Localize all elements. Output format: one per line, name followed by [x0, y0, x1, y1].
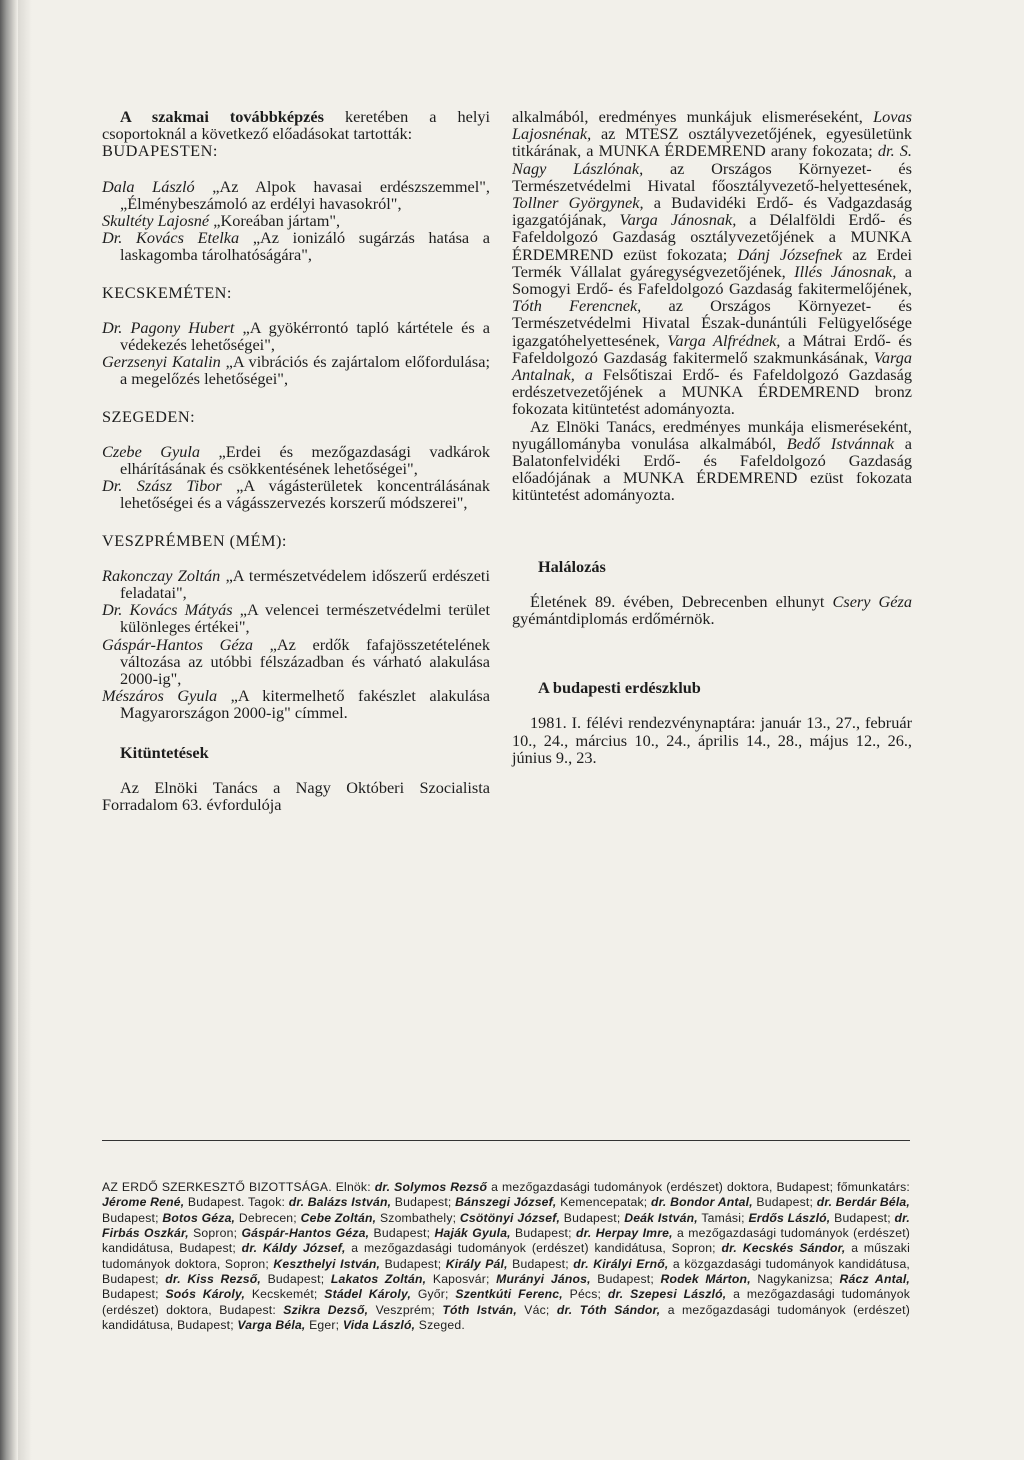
person-name: dr. S. Nagy Lászlónak,: [512, 141, 913, 178]
text-run: a Mátrai Erdő- és Fafeldolgozó Gazdaság fakitermelő szakmunkásának,: [512, 330, 912, 367]
member-name: Szentkúti Ferenc,: [455, 1287, 563, 1302]
text-run: Pécs;: [562, 1287, 608, 1302]
text-run: Kemencepatak;: [556, 1195, 651, 1210]
person-name: Bedő Istvánnak: [786, 433, 895, 453]
text-run: Eger;: [305, 1317, 343, 1332]
text-run: Budapest;: [380, 1256, 446, 1271]
member-name: Erdős László,: [748, 1210, 831, 1225]
member-name: Murányi János,: [496, 1271, 591, 1286]
text-run: Kecskemét;: [245, 1287, 325, 1302]
person-name: Varga Jánosnak,: [619, 210, 737, 230]
member-name: dr. Királyi Ernő,: [573, 1256, 669, 1271]
member-name: dr. Szepesi László,: [607, 1287, 727, 1302]
member-name: Cebe Zoltán,: [300, 1210, 377, 1225]
member-name: Gáspár-Hantos Géza,: [241, 1226, 370, 1241]
text-run: a mezőgazdasági tudományok (erdészet) doktora, Budapest; főmunkatárs:: [487, 1180, 910, 1195]
editorial-board: [102, 1180, 910, 1333]
lecture-list-veszprem: [102, 567, 490, 722]
lecture-entry: [102, 212, 490, 229]
text-run: alkalmából, eredményes munkájuk elismeréseként,: [512, 107, 874, 126]
lecture-entry: [102, 353, 490, 387]
awards-paragraph-start: Az Elnöki Tanács a Nagy Októberi Szocialista Forradalom 63. évfordulója: [102, 777, 490, 815]
member-name: Botos Géza,: [162, 1210, 236, 1225]
text-run: a mezőgazdasági tudományok (erdészet) kandidátusa, Sopron;: [345, 1241, 722, 1256]
text-run: Felsőtiszai Erdő- és Fafeldolgozó Gazdaság erdészetvezetőjének a MUNKA ÉRDEMREND bronz fokozata kitüntetést adományozta.: [512, 365, 913, 419]
lecture-title: „Az Alpok havasai erdészszemmel", „Élménybeszámoló az erdélyi havasokról",: [120, 176, 491, 213]
lecture-entry: [102, 636, 490, 688]
lecturer-name: Gerzsenyi Katalin: [102, 352, 221, 372]
awards-title: Kitüntetések: [120, 742, 209, 762]
text-run: Szeged.: [415, 1317, 465, 1332]
member-name: dr. Berdár Béla,: [816, 1195, 910, 1210]
member-name: Rácz Antal,: [839, 1271, 910, 1286]
member-name: Rodek Márton,: [660, 1271, 751, 1286]
person-name: Varga Antalnak, a: [512, 347, 912, 385]
member-name: dr. Kecskés Sándor,: [721, 1241, 846, 1256]
lecture-title: „A természetvédelem időszerű erdészeti feladatai",: [120, 565, 490, 603]
member-name: Deák István,: [624, 1210, 698, 1225]
text-run: a Somogyi Erdő- és Fafeldolgozó Gazdaság fakitermelőjének,: [512, 261, 912, 299]
text-run: a Budavidéki Erdő- és Vadgazdaság igazgatójának,: [512, 193, 912, 230]
text-run: Tamási;: [697, 1210, 749, 1225]
text-run: Budapest;: [102, 1287, 166, 1302]
lecture-title: „Az ionizáló sugárzás hatása a laskagomba tárolhatóságára",: [120, 228, 491, 265]
text-run: Vác;: [516, 1302, 557, 1317]
club-title: A budapesti erdészklub: [538, 678, 701, 698]
awards-paragraph-2: [512, 418, 912, 504]
lecture-entry: [102, 567, 490, 601]
member-name: Tóth István,: [442, 1302, 517, 1317]
member-name: dr. Tóth Sándor,: [556, 1302, 661, 1317]
text-run: Budapest;: [752, 1195, 817, 1210]
member-name: Keszthelyi István,: [273, 1256, 381, 1271]
text-run: az Erdei Termék Vállalat gyáregységvezetőjének,: [512, 244, 912, 281]
text-run: Budapest;: [369, 1226, 435, 1241]
lecturer-name: Skultéty Lajosné: [102, 211, 210, 231]
intro-paragraph: [102, 108, 490, 142]
footer-divider: [102, 1140, 910, 1141]
member-name: Király Pál,: [445, 1256, 508, 1271]
member-name: Jérome René,: [102, 1195, 185, 1210]
member-name: dr. Firbás Oszkár,: [102, 1210, 911, 1241]
text-run: a mezőgazdasági tudományok (erdészet) doktora, Budapest:: [102, 1287, 910, 1317]
person-name: Illés Jánosnak,: [794, 261, 897, 281]
lecturer-name: Dr. Kovács Mátyás: [102, 600, 233, 620]
person-name: Csery Géza: [832, 591, 913, 611]
lecture-list-budapest: [102, 178, 490, 264]
member-name: Lakatos Zoltán,: [330, 1271, 427, 1286]
intro-lead: A szakmai továbbképzés: [120, 107, 324, 126]
text-run: az Országos Környezet- és Természetvédelmi Hivatal Észak-dunántúli Felügyelősége igazgatóhelyettesének,: [512, 296, 912, 350]
member-name: Haják Gyula,: [434, 1226, 511, 1241]
member-name: dr. Balázs István,: [288, 1195, 392, 1210]
lecture-list-kecskemet: [102, 319, 490, 388]
lecturer-name: Dr. Kovács Etelka: [102, 228, 240, 248]
text-run: Nagykanizsa;: [750, 1271, 840, 1286]
text-run: Életének 89. évében, Debrecenben elhunyt: [530, 591, 833, 611]
awards-continuation: [512, 108, 912, 418]
right-column: [512, 108, 912, 766]
lecture-entry: [102, 477, 490, 511]
text-run: a mezőgazdasági tudományok (erdészet) kandidátusa, Budapest;: [102, 1226, 911, 1256]
city-heading-budapest: BUDAPESTEN:: [102, 141, 218, 161]
lecturer-name: Dr. Szász Tibor: [102, 476, 222, 496]
person-name: Varga Alfrédnek,: [667, 330, 781, 350]
lecture-entry: [102, 601, 490, 635]
text-run: Budapest. Tagok:: [184, 1195, 289, 1210]
text-run: Győr;: [411, 1287, 456, 1302]
lecturer-name: Mészáros Gyula: [102, 686, 218, 706]
text-run: Debrecen;: [235, 1210, 301, 1225]
person-name: Tóth Ferencnek,: [512, 296, 642, 316]
member-name: Szikra Dezső,: [283, 1302, 369, 1317]
person-name: Dánj Józsefnek: [737, 244, 843, 264]
lecture-entry: [102, 229, 490, 263]
lecture-title: „A vágásterületek koncentrálásának lehetőségei és a vágásszervezés korszerű módszerei",: [120, 476, 490, 513]
text-run: az Országos Környezet- és Természetvédelmi Hivatal főosztályvezető-helyettesének,: [512, 158, 912, 195]
person-name: Tollner Györgynek,: [512, 193, 644, 213]
text-run: Budapest;: [391, 1195, 456, 1210]
lecture-list-szeged: [102, 443, 490, 512]
lecturer-name: Czebe Gyula: [102, 441, 201, 461]
text-run: a Balatonfelvidéki Erdő- és Fafeldolgozó Gazdaság előadójának a MUNKA ÉRDEMREND ezüst fokozata kitüntetést adományozta.: [512, 433, 913, 505]
intro-text: keretében a helyi csoportoknál a következő előadásokat tartották:: [102, 107, 491, 144]
text-run: Budapest;: [560, 1210, 625, 1225]
member-name: Vida László,: [342, 1317, 416, 1332]
text-run: gyémántdiplomás erdőmérnök.: [512, 609, 715, 629]
text-run: a Délalföldi Erdő- és Fafeldolgozó Gazdaság osztályvezetőjének a MUNKA ÉRDEMREND ezüst fokozata;: [512, 210, 913, 264]
text-run: Veszprém;: [368, 1302, 443, 1317]
member-name: dr. Herpay Imre,: [576, 1226, 673, 1241]
city-heading-kecskemet: KECSKEMÉTEN:: [102, 282, 232, 302]
member-name: Csötönyi József,: [459, 1210, 561, 1225]
member-name: dr. Bondor Antal,: [651, 1195, 753, 1210]
member-name: Bánszegi József,: [455, 1195, 557, 1210]
member-name: Varga Béla,: [237, 1317, 306, 1332]
lecture-title: „Koreában jártam",: [209, 211, 341, 231]
club-schedule: 1981. I. félévi rendezvénynaptára: január 13., 27., február 10., 24., március 10., 24., április 14., 28., május 12., 26., június 9., 23.: [512, 713, 912, 767]
text-run: az MTESZ osztályvezetőjének, egyesületünk titkárának, a MUNKA ÉRDEMREND arany fokozata;: [512, 124, 912, 161]
page-binding-edge: [0, 0, 18, 1460]
lecture-entry: [102, 443, 490, 477]
lecture-title: „Erdei és mezőgazdasági vadkárok elhárításának és csökkentésének lehetőségei",: [120, 441, 490, 479]
text-run: Budapest;: [102, 1210, 163, 1225]
text-run: a közgazdasági tudományok kandidátusa, Budapest;: [102, 1256, 911, 1286]
member-name: dr. Solymos Rezső: [374, 1180, 488, 1195]
person-name: Lovas Lajosnénak,: [512, 107, 912, 144]
lecture-title: „A velencei természetvédelmi terület különleges értékei",: [120, 600, 491, 637]
text-run: Budapest;: [510, 1226, 577, 1241]
left-column: [102, 108, 490, 813]
death-title: Halálozás: [538, 556, 606, 576]
lecture-entry: [102, 319, 490, 353]
lecture-title: „A kitermelhető fakészlet alakulása Magyarországon 2000-ig" címmel.: [120, 686, 490, 723]
text-run: Szombathely;: [376, 1210, 460, 1225]
lecturer-name: Dala László: [102, 176, 195, 196]
lecturer-name: Gáspár-Hantos Géza: [102, 634, 254, 654]
text-run: Budapest;: [830, 1210, 895, 1225]
member-name: Soós Károly,: [165, 1287, 246, 1302]
city-heading-veszprem: VESZPRÉMBEN (MÉM):: [102, 530, 287, 550]
lecturer-name: Dr. Pagony Hubert: [102, 317, 235, 337]
member-name: Stádel Károly,: [324, 1287, 412, 1302]
text-run: Budapest;: [590, 1271, 661, 1286]
lecture-title: „Az erdők fafajösszetételének változása az utóbbi félszázadban és várható alakulása 2000-ig",: [120, 634, 490, 689]
binding-shadow: [18, 0, 32, 1460]
death-notice: [512, 593, 912, 627]
text-run: Sopron;: [188, 1226, 242, 1241]
text-run: Budapest;: [261, 1271, 331, 1286]
lecture-entry: [102, 687, 490, 721]
city-heading-szeged: SZEGEDEN:: [102, 406, 196, 426]
text-run: Budapest;: [507, 1256, 574, 1271]
text-run: AZ ERDŐ SZERKESZTŐ BIZOTTSÁGA. Elnök:: [102, 1180, 375, 1195]
text-run: Kaposvár;: [426, 1271, 497, 1286]
lecture-title: „A gyökérrontó tapló kártétele és a védekezés lehetőségei",: [120, 317, 491, 355]
text-run: a mezőgazdasági tudományok (erdészet) kandidátusa, Budapest;: [102, 1302, 911, 1332]
member-name: dr. Káldy József,: [241, 1241, 346, 1256]
lecture-entry: [102, 178, 490, 212]
text-run: a műszaki tudományok doktora, Sopron;: [102, 1241, 910, 1271]
lecture-title: „A vibrációs és zajártalom előfordulása; a megelőzés lehetőségei",: [120, 352, 490, 389]
member-name: dr. Kiss Rezső,: [165, 1271, 261, 1286]
text-run: Az Elnöki Tanács, eredményes munkája elismeréseként, nyugállományba vonulása alkalmából,: [512, 416, 912, 453]
lecturer-name: Rakonczay Zoltán: [102, 565, 221, 585]
